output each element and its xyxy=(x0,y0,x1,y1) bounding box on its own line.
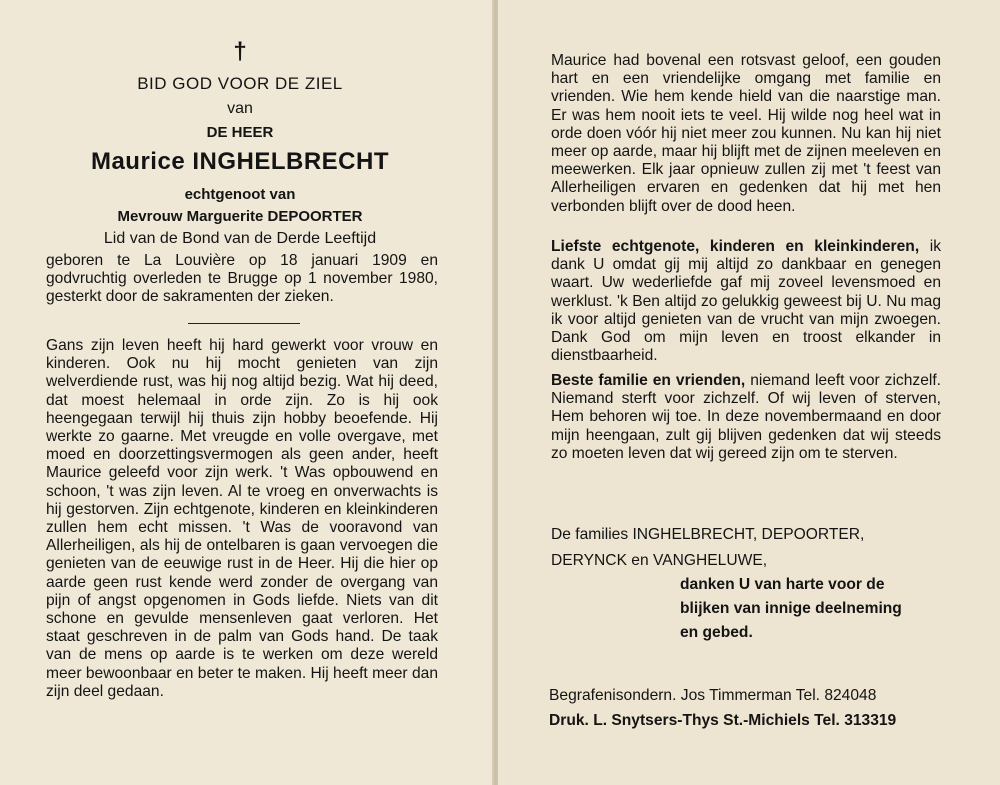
birth-death-paragraph: geboren te La Louvière op 18 januari 1909 en godvruchtig overleden te Brugge op 1 november 1980, gesterkt door de sakramenten der zieken. xyxy=(46,252,438,306)
cross-symbol: † xyxy=(233,38,247,65)
family-friends-text: niemand leeft voor zichzelf. Niemand sterft voor zichzelf. Of wij leven of sterven, Hem behoren wij toe. In deze novembermaand en door mijn heengaan, zult gij blijven gedenken dat wij steeds zo moeten leven dat wij gereed zijn om te sterven. xyxy=(551,372,941,462)
spouse-name: Mevrouw Marguerite DEPOORTER xyxy=(117,208,363,225)
van-line: van xyxy=(227,100,253,117)
spouse-children-lead: Liefste echtgenote, kinderen en kleinkinderen, xyxy=(551,238,920,255)
left-panel xyxy=(0,0,494,785)
membership-line: Lid van de Bond van de Derde Leeftijd xyxy=(103,230,377,247)
undertaker-line: Begrafenisondern. Jos Timmerman Tel. 824048 xyxy=(549,687,877,704)
family-friends-paragraph xyxy=(551,372,941,463)
family-friends-lead: Beste familie en vrienden, xyxy=(551,372,746,389)
faith-paragraph: Maurice had bovenal een rotsvast geloof, een gouden hart en een vriendelijke omgang met familie en vrienden. Wie hem kende hield van die naarstige man. Er was hem nooit iets te veel. Hij wilde nog heel wat in orde doen vóór hij niet meer zou kunnen. Nu kan hij niet meer op aarde, maar hij blijft met de zijnen meeleven en meewerken. Elk jaar opnieuw zullen zij met 't feest van Allerheiligen ervaren en gedenken dat hij met hen verbonden blijft over de dood heen. xyxy=(551,52,941,215)
echtgenoot-line: echtgenoot van xyxy=(184,186,296,203)
families-line-2: DERYNCK en VANGHELUWE, xyxy=(551,552,768,569)
prayer-heading: BID GOD VOOR DE ZIEL xyxy=(137,74,343,93)
families-line-1: De families INGHELBRECHT, DEPOORTER, xyxy=(551,526,865,543)
printer-line: Druk. L. Snytsers-Thys St.-Michiels Tel. 313319 xyxy=(549,712,897,729)
thanks-line-2: blijken van innige deelneming xyxy=(680,600,902,617)
life-paragraph: Gans zijn leven heeft hij hard gewerkt voor vrouw en kinderen. Ook nu hij mocht genieten van zijn welverdiende rust, was hij nog altijd bezig. Wat hij deed, dat moest helemaal in orde zijn. Zo is hij ook heengegaan terwijl hij thuis zijn hobby beoefende. Hij werkte zo gaarne. Met vreugde en volle overgave, met moed en doorzettingsvermogen als geen ander, heeft Maurice geleefd voor zijn werk. 't Was opbouwend en schoon, 't was zijn leven. Al te vroeg en onverwachts is hij gestorven. Zijn echtgenote, kinderen en kleinkinderen zullen hem echt missen. 't Was de vooravond van Allerheiligen, als hij de ontelbaren is gaan vervoegen die genieten van de eeuwige rust in de Heer. Hij die hier op aarde geen rust kende werd zonder de overgang van pijn of angst opgenomen in Gods liefde. Niets van dit schone en gevulde mensenleven gaat verloren. Het staat geschreven in de palm van Gods hand. De taak van de mens op aarde is te werken om deze wereld meer bewoonbaar en beter te maken. Hij heeft meer dan zijn deel gedaan. xyxy=(46,337,438,700)
thanks-line-3: en gebed. xyxy=(680,624,753,641)
thanks-line-1: danken U van harte voor de xyxy=(680,576,885,593)
de-heer-line: DE HEER xyxy=(206,124,274,141)
divider-rule xyxy=(188,323,300,324)
spouse-children-paragraph xyxy=(551,238,941,365)
spouse-children-text: ik dank U omdat gij mij altijd zo dankbaar en genegen waart. Uw wederliefde gaf mij zoveel levensmoed en werklust. 'k Ben altijd zo gelukkig geweest bij U. Nu mag ik voor altijd genieten van de vrucht van mijn zwoegen. Dank God om mijn leven en troost elkander in dienstbaarheid. xyxy=(551,238,941,365)
deceased-name: Maurice INGHELBRECHT xyxy=(90,148,390,175)
